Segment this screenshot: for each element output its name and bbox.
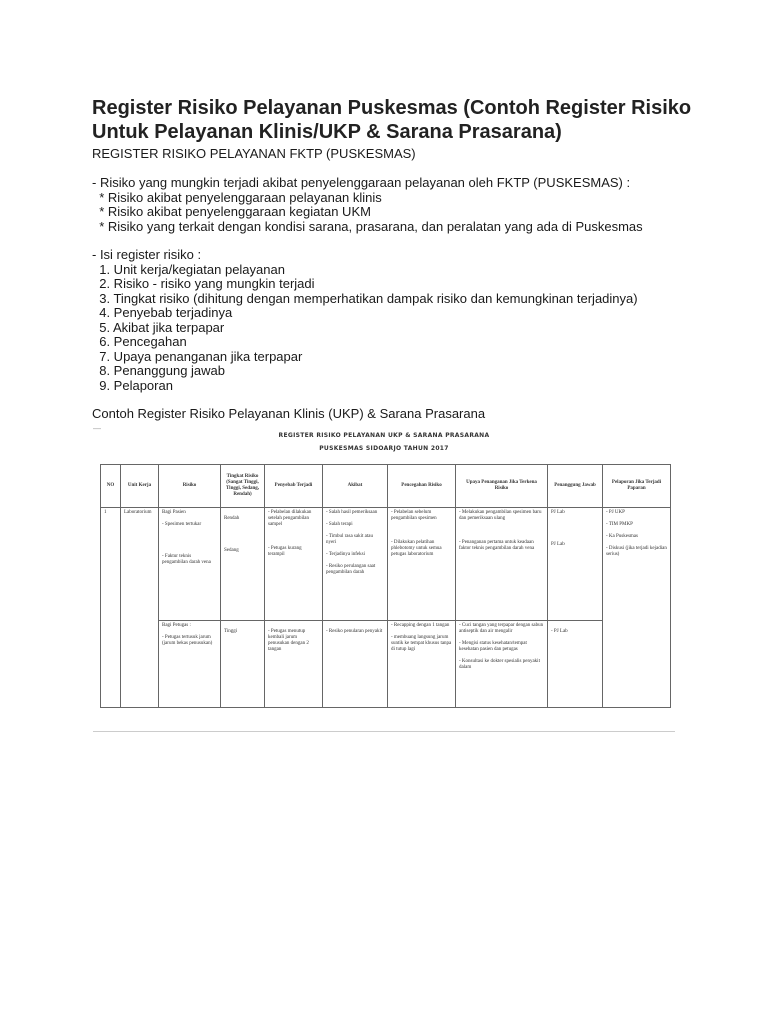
cell-line: - Diskusi (jika terjadi kejadian serius)	[606, 546, 667, 557]
content-item: 7. Upaya penanganan jika terpapar	[92, 348, 303, 364]
cell-line: - Salah terapi	[326, 522, 353, 527]
cell-line: - Konsultasi ke dokter spesialis penyakit dalam	[459, 659, 540, 670]
cell-line: - Dilakukan pelatihan phlebotomy untuk semua petugas laboratorium	[391, 540, 442, 557]
cell-line: - PJ UKP	[606, 510, 625, 515]
cell-line: - Spesimen tertukar	[162, 522, 202, 527]
cell-line: Sedang	[224, 548, 239, 553]
cell-pencegahan	[388, 621, 456, 708]
cell-unit: Laboratorium	[121, 508, 159, 708]
cell-line: - Recapping dengan 1 tangan	[391, 623, 450, 628]
figure-subtitle: PUSKESMAS SIDOARJO TAHUN 2017	[319, 445, 449, 452]
cell-tingkat	[221, 508, 265, 621]
cell-line: - Petugas menutup kembali jarum penusukan dengan 2 tangan	[268, 629, 309, 652]
content-item: 5. Akibat jika terpapar	[92, 319, 225, 335]
content-item: 6. Pencegahan	[92, 334, 187, 349]
content-item: 8. Penanggung jawab	[92, 363, 225, 378]
header-unit: Unit Kerja	[121, 465, 159, 508]
content-item: 1. Unit kerja/kegiatan pelayanan	[92, 261, 285, 277]
risk-intro: - Risiko yang mungkin terjadi akibat penyelenggaraan pelayanan oleh FKTP (PUSKESMAS) :	[92, 175, 631, 190]
divider	[93, 731, 675, 732]
page-title: Register Risiko Pelayanan Puskesmas (Contoh Register Risiko Untuk Pelayanan Klinis/UKP & Sarana Prasarana)	[92, 97, 692, 143]
cell-pj	[548, 621, 603, 708]
cell-line: - Melakukan pengambilan spesimen baru dan pemeriksaan ulang	[459, 510, 542, 521]
cell-line: - TIM PMKP	[606, 522, 633, 527]
content-item: 9. Pelaporan	[92, 377, 173, 393]
content-intro: - Isi register risiko :	[92, 247, 202, 262]
cell-line: - Terjadinya infeksi	[326, 552, 365, 557]
cell-line: - Petugas kurang terampil	[268, 546, 302, 557]
cell-line: Bagi Petugas :	[162, 623, 191, 628]
header-akibat: Akibat	[323, 465, 388, 508]
cell-line: - Salah hasil pemeriksaan	[326, 510, 378, 515]
cell-no: 1	[101, 508, 121, 708]
header-pelaporan: Pelaporan Jika Terjadi Paparan	[603, 465, 671, 508]
cell-akibat	[323, 508, 388, 621]
risk-item: * Risiko yang terkait dengan kondisi sarana, prasarana, dan peralatan yang ada di Puskesmas	[92, 218, 643, 234]
header-pencegahan: Pencegahan Risiko	[388, 465, 456, 508]
risk-item: * Risiko akibat penyelenggaraan kegiatan UKM	[92, 204, 371, 219]
cell-risiko	[159, 508, 221, 621]
table-header-row	[101, 465, 671, 508]
cell-pencegahan	[388, 508, 456, 621]
cell-line: - Timbul rasa sakit atau nyeri	[326, 534, 373, 545]
cell-line: - Faktur teknis pengambilan darah vena	[162, 554, 211, 565]
table-row	[101, 508, 671, 621]
cell-line: - Petugas tertusuk jarum (jarum bekas penusukan)	[162, 635, 213, 646]
cell-line: Tinggi	[224, 629, 238, 634]
cell-risiko	[159, 621, 221, 708]
register-figure	[93, 424, 675, 732]
cell-upaya	[456, 621, 548, 708]
cell-tingkat	[221, 621, 265, 708]
cell-line: - Resiko perulangan saat pengambilan darah	[326, 564, 376, 575]
cell-line: - Mengisi status kesehatan/tempat kesehatan pasien dan petugas	[459, 641, 527, 652]
register-table	[100, 464, 671, 708]
cell-line: - Cuci tangan yang terpapar dengan sabun antiseptik dan air mengalir	[459, 623, 544, 634]
example-caption: Contoh Register Risiko Pelayanan Klinis (UKP) & Sarana Prasarana	[92, 406, 486, 421]
cell-line: - PJ Lab	[551, 629, 568, 634]
cell-akibat	[323, 621, 388, 708]
cell-line: - Penanganan pertama untuk keadaan faktor teknis pengambilan darah vena	[459, 540, 535, 551]
figure-title: REGISTER RISIKO PELAYANAN UKP & SARANA PRASARANA	[278, 432, 490, 439]
cell-penyebab	[265, 508, 323, 621]
header-no: NO	[101, 465, 121, 508]
cell-line: - membuang langsung jarum suntik ke tempat khusus tanpa di tutup lagi	[391, 635, 452, 652]
cell-pj	[548, 508, 603, 621]
document-subtitle: REGISTER RISIKO PELAYANAN FKTP (PUSKESMAS)	[92, 146, 416, 161]
cell-line: PJ Lab	[551, 510, 565, 515]
document-body	[92, 96, 692, 422]
cell-line: - Resiko penularan penyakit	[326, 629, 383, 634]
cell-line: - Ka Puskesmas	[606, 534, 638, 539]
content-item: 3. Tingkat risiko (dihitung dengan memperhatikan dampak risiko dan kemungkinan terjadinya)	[92, 290, 638, 306]
header-penyebab: Penyebab Terjadi	[265, 465, 323, 508]
risk-item: * Risiko akibat penyelenggaraan pelayanan klinis	[92, 189, 382, 205]
cell-pelaporan	[603, 508, 671, 708]
table-row	[101, 621, 671, 708]
figure-dash: —	[93, 424, 101, 433]
content-item: 4. Penyebab terjadinya	[92, 305, 233, 320]
cell-line: PJ Lab	[551, 542, 565, 547]
header-tingkat: Tingkat Risiko (Sangat Tinggi, Tinggi, Sedang, Rendah)	[221, 465, 265, 508]
cell-line: - Pelabelan dilakukan setelah pengambilan sampel	[268, 510, 312, 527]
cell-penyebab	[265, 621, 323, 708]
content-item: 2. Risiko - risiko yang mungkin terjadi	[92, 276, 315, 291]
header-risiko: Risiko	[159, 465, 221, 508]
cell-line: - Pelabelan sebelum pengambilan spesimen	[391, 510, 437, 521]
cell-line: Bagi Pasien	[162, 510, 186, 515]
header-upaya: Upaya Penanganan Jika Terkena Risiko	[456, 465, 548, 508]
cell-line: Rendah	[224, 516, 240, 521]
cell-upaya	[456, 508, 548, 621]
header-pj: Penanggung Jawab	[548, 465, 603, 508]
